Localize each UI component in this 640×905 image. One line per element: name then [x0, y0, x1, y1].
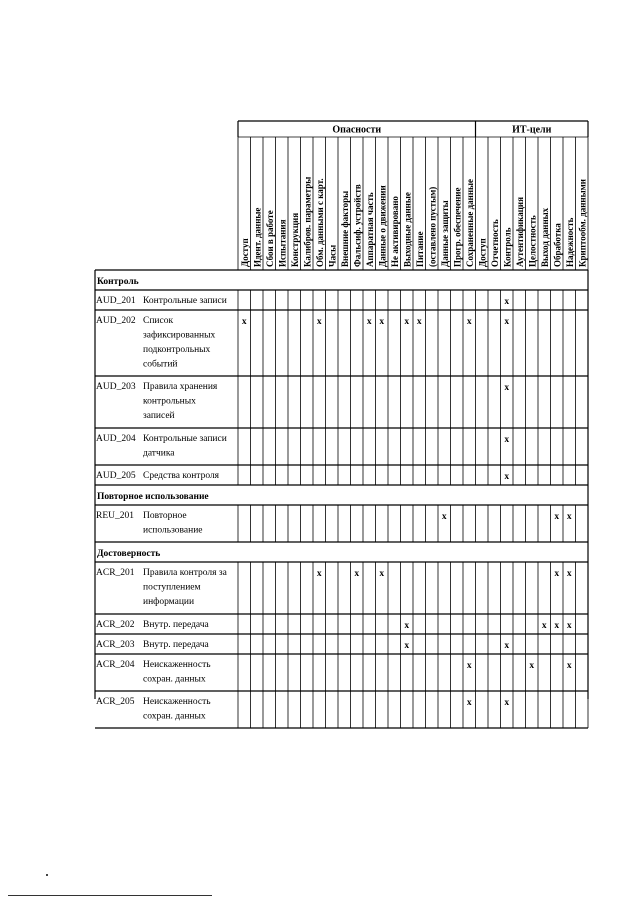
column-header: Питание	[414, 231, 425, 267]
mark-x: x	[241, 317, 247, 327]
column-header: (оставлено пустым)	[427, 186, 438, 267]
column-header: Выходные данные	[402, 192, 413, 267]
row-name: информации	[143, 597, 195, 607]
group-title: Опасности	[332, 124, 382, 136]
column-header: Обм. данными с карт.	[314, 178, 325, 267]
mark-x: x	[504, 383, 510, 393]
mark-x: x	[404, 317, 410, 327]
column-header: Испытания	[277, 219, 288, 267]
footer-rule	[8, 895, 212, 896]
mark-x: x	[504, 435, 510, 445]
column-header: Сохраненные данные	[464, 178, 475, 267]
mark-x: x	[504, 297, 510, 307]
row-name: сохран. данных	[143, 674, 206, 685]
table-grid	[95, 121, 588, 722]
mark-x: x	[466, 317, 472, 327]
row-name: Правила хранения	[143, 382, 218, 392]
column-header: Надежность	[564, 217, 575, 267]
mark-x: x	[529, 661, 535, 671]
mark-x: x	[379, 569, 385, 579]
group-title: ИТ-цели	[512, 124, 552, 136]
row-id: ACR_202	[96, 620, 135, 630]
mark-x: x	[566, 661, 572, 671]
column-header: Отчетность	[489, 219, 500, 267]
section-title: Контроль	[97, 277, 139, 287]
mark-x: x	[504, 472, 510, 482]
row-name: датчика	[143, 448, 175, 459]
row-id: AUD_203	[96, 382, 136, 392]
mark-x: x	[554, 512, 560, 522]
mark-x: x	[566, 569, 572, 579]
row-name: записей	[143, 411, 175, 421]
column-header: Данные защиты	[439, 200, 450, 267]
row-name: сохран. данных	[143, 711, 206, 722]
row-id: AUD_205	[96, 471, 136, 481]
row-id: ACR_205	[96, 697, 135, 707]
section-title: Повторное использование	[97, 492, 209, 502]
column-header: Часы	[327, 244, 338, 267]
mark-x: x	[366, 317, 372, 327]
column-header: Аутентификация	[514, 197, 525, 267]
column-header: Аппаратная часть	[364, 192, 375, 267]
mark-x: x	[554, 621, 560, 631]
scan-speck	[46, 874, 48, 876]
column-header: Обработка	[552, 223, 563, 267]
column-header: Идент. данные	[252, 207, 263, 267]
column-header: Контроль	[502, 227, 513, 267]
column-header: Сбои в работе	[264, 210, 275, 267]
mark-x: x	[416, 317, 422, 327]
row-name: Неискаженность	[143, 660, 211, 670]
row-name: Средства контроля	[143, 471, 220, 481]
row-name: событий	[143, 359, 178, 370]
mark-x: x	[354, 569, 360, 579]
mark-x: x	[441, 512, 447, 522]
row-name: Повторное	[143, 511, 187, 521]
row-name: поступлением	[143, 582, 201, 593]
mark-x: x	[404, 641, 410, 651]
section-title: Достоверность	[97, 549, 161, 559]
column-header: Выход данных	[539, 207, 550, 267]
row-id: AUD_204	[96, 434, 136, 444]
row-name: зафиксированных	[143, 330, 216, 341]
column-header: Прогр. обеспечение	[452, 187, 463, 267]
column-header: Целостность	[527, 215, 538, 267]
row-id: ACR_204	[96, 660, 135, 670]
row-name: Внутр. передача	[143, 620, 209, 630]
row-id: REU_201	[96, 511, 134, 521]
row-id: AUD_202	[96, 316, 136, 326]
row-id: ACR_203	[96, 640, 135, 650]
mark-x: x	[316, 317, 322, 327]
row-id: ACR_201	[96, 568, 135, 578]
mark-x: x	[566, 621, 572, 631]
column-header: Фальсиф. устройств	[352, 184, 363, 267]
row-name: Внутр. передача	[143, 640, 209, 650]
column-header: Внешние факторы	[339, 190, 350, 267]
column-header: Калибров. параметры	[302, 176, 313, 267]
mark-x: x	[404, 621, 410, 631]
row-name: Контрольные записи	[143, 296, 227, 306]
row-name: подконтрольных	[143, 345, 211, 355]
mark-x: x	[379, 317, 385, 327]
mark-x: x	[504, 317, 510, 327]
row-name: Правила контроля за	[143, 568, 227, 578]
column-header: Доступ	[239, 238, 250, 267]
row-name: Контрольные записи	[143, 434, 227, 444]
mark-x: x	[504, 698, 510, 708]
column-header: Данные о движении	[377, 185, 388, 267]
mark-x: x	[554, 569, 560, 579]
row-name: контрольных	[143, 396, 196, 407]
mark-x: x	[466, 698, 472, 708]
mark-x: x	[541, 621, 547, 631]
mark-x: x	[316, 569, 322, 579]
row-name: Список	[143, 316, 174, 326]
row-id: AUD_201	[96, 296, 136, 306]
column-header: Доступ	[477, 238, 488, 267]
row-name: Неискаженность	[143, 697, 211, 707]
mark-x: x	[466, 661, 472, 671]
row-name: использование	[143, 525, 203, 536]
column-header: Конструкция	[289, 212, 300, 267]
column-header: Не активировано	[389, 196, 400, 267]
security-requirements-table	[95, 121, 588, 722]
mark-x: x	[566, 512, 572, 522]
column-header: Криптообм. данными	[577, 179, 588, 267]
mark-x: x	[504, 641, 510, 651]
